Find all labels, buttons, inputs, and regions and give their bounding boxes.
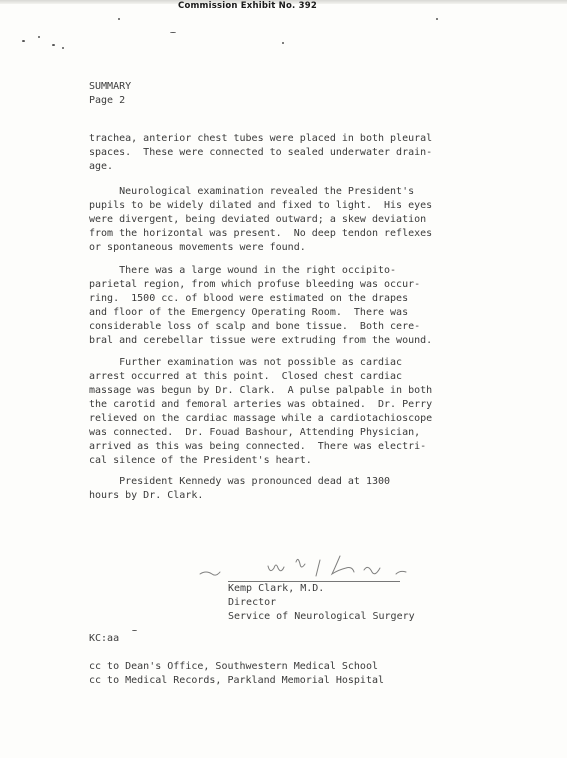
paragraph-line: were divergent, being deviated outward; a skew deviation (89, 214, 427, 225)
signer-title: Director (228, 597, 277, 608)
scan-speck (38, 36, 40, 38)
paragraph-cardiac (89, 356, 432, 468)
paragraph-line: relieved on the cardiac massage while a cardiotachioscope (89, 413, 433, 424)
paragraph-line: from the horizontal was present. No deep tendon reflexes (89, 228, 433, 239)
paragraph-line: and floor of the Emergency Operating Room. There was (89, 307, 409, 318)
scan-speck (436, 18, 438, 20)
handwritten-signature (192, 552, 432, 584)
scan-speck (282, 42, 284, 44)
distribution-list (89, 660, 384, 688)
paragraph-line: President Kennedy was pronounced dead at 1300 (89, 476, 391, 487)
scan-speck (22, 40, 25, 42)
scan-speck (118, 18, 120, 20)
paragraph-line: was connected. Dr. Fouad Bashour, Attending Physician, (89, 427, 421, 438)
paragraph-line: or spontaneous movements were found. (89, 242, 306, 253)
paragraph-line: spaces. These were connected to sealed underwater drain- (89, 147, 433, 158)
paragraph-line: the carotid and femoral arteries was obtained. Dr. Perry (89, 399, 433, 410)
paragraph-pronounced (89, 475, 390, 503)
scan-speck (62, 47, 64, 49)
paragraph-line: hours by Dr. Clark. (89, 490, 204, 501)
paragraph-line: bral and cerebellar tissue were extruding from the wound. (89, 335, 433, 346)
paragraph-line: parietal region, from which profuse bleeding was occur- (89, 279, 421, 290)
scan-speck (52, 44, 55, 46)
paragraph-trachea (89, 132, 432, 174)
paragraph-line: pupils to be widely dilated and fixed to light. His eyes (89, 200, 433, 211)
paragraph-line: arrived as this was being connected. There was electri- (89, 441, 427, 452)
paragraph-line: massage was begun by Dr. Clark. A pulse palpable in both (89, 385, 433, 396)
paragraph-line: trachea, anterior chest tubes were placed in both pleural (89, 133, 433, 144)
paragraph-line: considerable loss of scalp and bone tissue. Both cere- (89, 321, 421, 332)
exhibit-label: Commission Exhibit No. 392 (178, 1, 317, 11)
paragraph-line: arrest occurred at this point. Closed chest cardiac (89, 371, 403, 382)
typist-initials: KC:aa (89, 633, 120, 644)
paragraph-line: cal silence of the President's heart. (89, 455, 312, 466)
scan-speck (170, 32, 176, 33)
paragraph-line: Neurological examination revealed the President's (89, 186, 415, 197)
paragraph-line: age. (89, 161, 114, 172)
distribution-line: cc to Medical Records, Parkland Memorial Hospital (89, 675, 385, 686)
paragraph-line: ring. 1500 cc. of blood were estimated on the drapes (89, 293, 409, 304)
signer-name: Kemp Clark, M.D. (228, 583, 325, 594)
page-number: Page 2 (89, 95, 126, 106)
paragraph-line: Further examination was not possible as cardiac (89, 357, 403, 368)
scan-speck (132, 630, 137, 631)
signer-department: Service of Neurological Surgery (228, 611, 415, 622)
paragraph-neurological (89, 185, 432, 255)
paragraph-line: There was a large wound in the right occipito- (89, 265, 397, 276)
distribution-line: cc to Dean's Office, Southwestern Medical School (89, 661, 378, 672)
paragraph-wound (89, 264, 432, 348)
summary-title: SUMMARY (89, 81, 132, 92)
